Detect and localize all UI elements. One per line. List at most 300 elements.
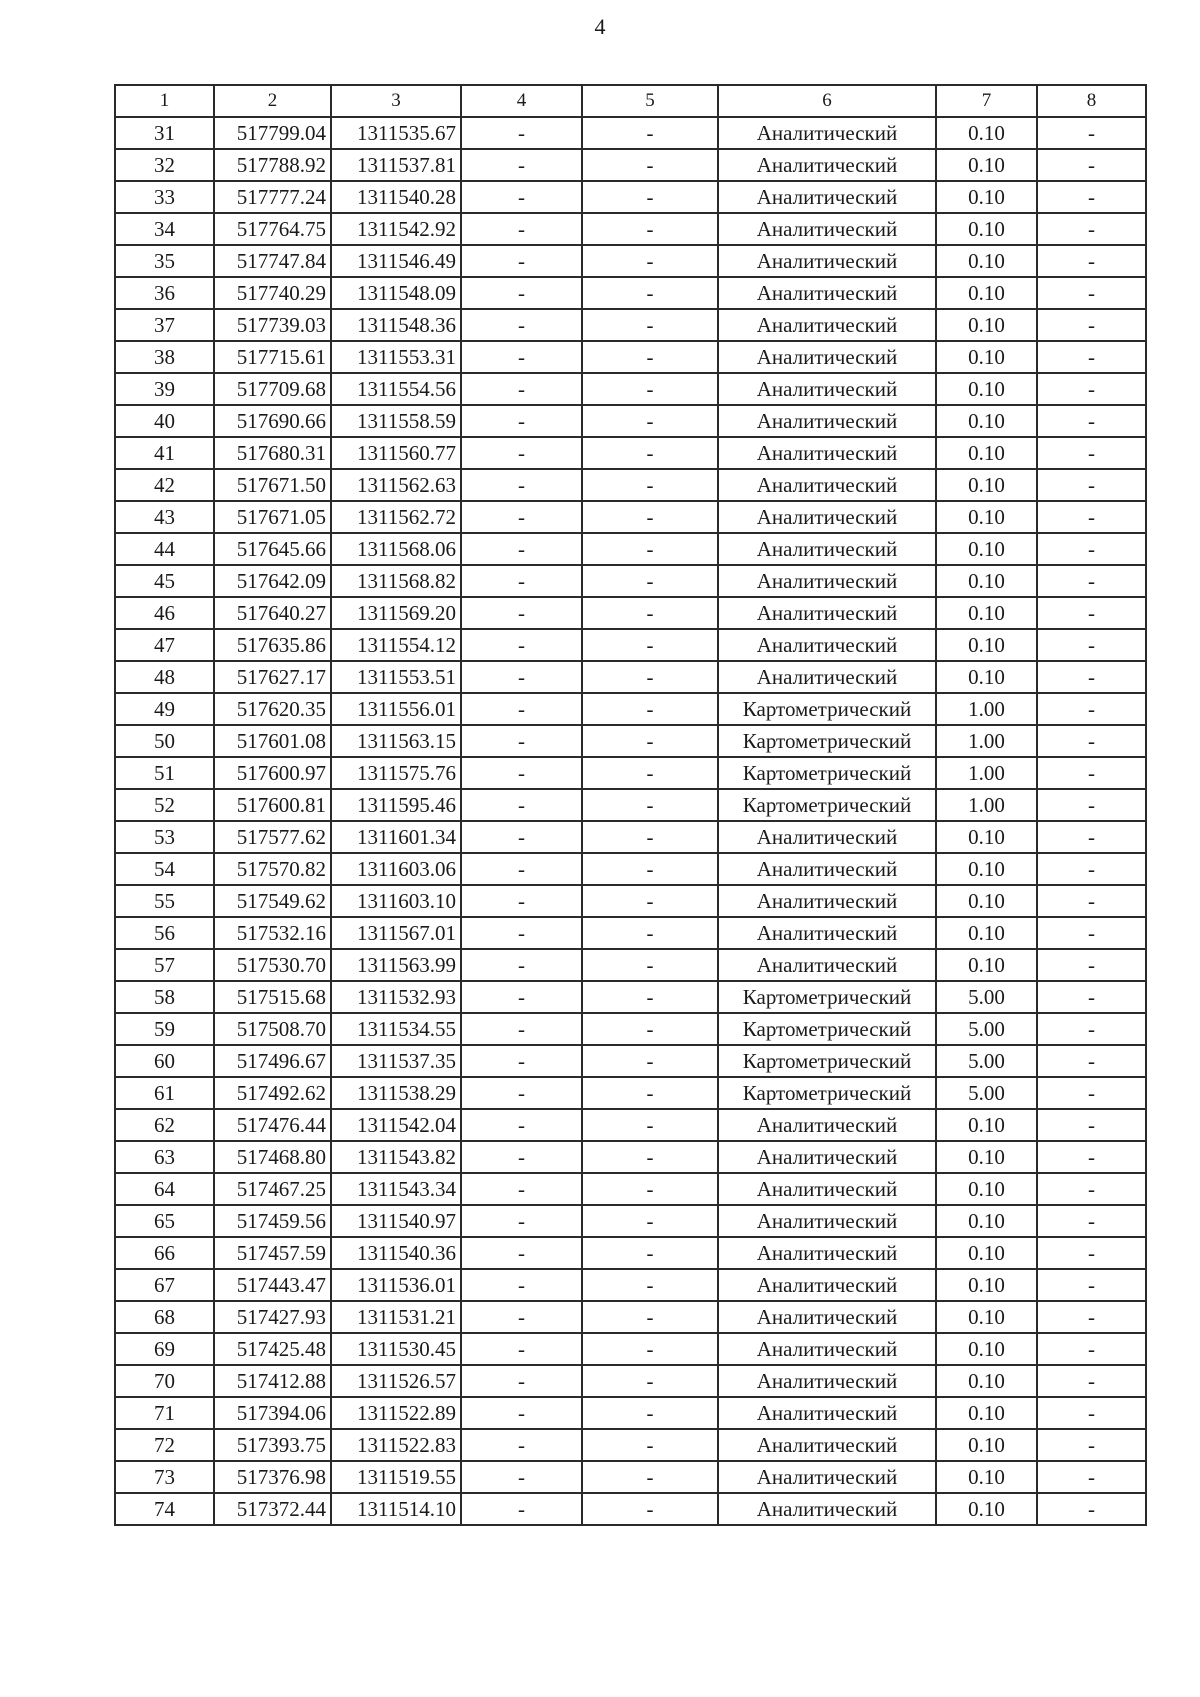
cell-method: Картометрический bbox=[718, 725, 936, 757]
table-row bbox=[115, 917, 1146, 949]
cell-col-8: - bbox=[1037, 501, 1146, 533]
cell-point-number: 49 bbox=[115, 693, 214, 725]
cell-coord-y: 1311540.28 bbox=[331, 181, 461, 213]
cell-accuracy: 0.10 bbox=[936, 1173, 1037, 1205]
cell-point-number: 53 bbox=[115, 821, 214, 853]
cell-method: Картометрический bbox=[718, 693, 936, 725]
table-row bbox=[115, 117, 1146, 149]
table-row bbox=[115, 597, 1146, 629]
column-header-5: 5 bbox=[582, 85, 718, 117]
table-row bbox=[115, 181, 1146, 213]
cell-coord-x: 517671.05 bbox=[214, 501, 331, 533]
cell-accuracy: 0.10 bbox=[936, 1493, 1037, 1525]
cell-coord-x: 517394.06 bbox=[214, 1397, 331, 1429]
table-row bbox=[115, 1365, 1146, 1397]
cell-method: Аналитический bbox=[718, 1429, 936, 1461]
cell-point-number: 45 bbox=[115, 565, 214, 597]
cell-method: Аналитический bbox=[718, 661, 936, 693]
cell-col-4: - bbox=[461, 1365, 582, 1397]
cell-accuracy: 0.10 bbox=[936, 565, 1037, 597]
table-row bbox=[115, 1013, 1146, 1045]
cell-col-5: - bbox=[582, 661, 718, 693]
table-row bbox=[115, 1141, 1146, 1173]
cell-method: Аналитический bbox=[718, 1269, 936, 1301]
cell-col-4: - bbox=[461, 725, 582, 757]
cell-coord-y: 1311562.63 bbox=[331, 469, 461, 501]
cell-point-number: 41 bbox=[115, 437, 214, 469]
cell-coord-y: 1311537.81 bbox=[331, 149, 461, 181]
cell-method: Аналитический bbox=[718, 533, 936, 565]
cell-col-4: - bbox=[461, 757, 582, 789]
table-row bbox=[115, 565, 1146, 597]
cell-coord-y: 1311535.67 bbox=[331, 117, 461, 149]
cell-col-5: - bbox=[582, 1109, 718, 1141]
cell-point-number: 59 bbox=[115, 1013, 214, 1045]
cell-accuracy: 1.00 bbox=[936, 725, 1037, 757]
cell-coord-y: 1311534.55 bbox=[331, 1013, 461, 1045]
cell-coord-x: 517600.97 bbox=[214, 757, 331, 789]
cell-accuracy: 0.10 bbox=[936, 405, 1037, 437]
cell-col-4: - bbox=[461, 501, 582, 533]
cell-col-8: - bbox=[1037, 1205, 1146, 1237]
cell-accuracy: 0.10 bbox=[936, 1269, 1037, 1301]
cell-coord-x: 517645.66 bbox=[214, 533, 331, 565]
cell-col-4: - bbox=[461, 245, 582, 277]
cell-col-8: - bbox=[1037, 1013, 1146, 1045]
cell-col-4: - bbox=[461, 1109, 582, 1141]
cell-col-4: - bbox=[461, 1461, 582, 1493]
table-row bbox=[115, 1301, 1146, 1333]
table-row bbox=[115, 149, 1146, 181]
cell-col-8: - bbox=[1037, 277, 1146, 309]
cell-accuracy: 5.00 bbox=[936, 1013, 1037, 1045]
cell-accuracy: 0.10 bbox=[936, 213, 1037, 245]
cell-col-5: - bbox=[582, 1077, 718, 1109]
cell-col-4: - bbox=[461, 597, 582, 629]
cell-col-8: - bbox=[1037, 693, 1146, 725]
cell-point-number: 48 bbox=[115, 661, 214, 693]
cell-col-8: - bbox=[1037, 1109, 1146, 1141]
cell-coord-y: 1311603.06 bbox=[331, 853, 461, 885]
cell-col-8: - bbox=[1037, 1045, 1146, 1077]
cell-method: Картометрический bbox=[718, 757, 936, 789]
cell-point-number: 57 bbox=[115, 949, 214, 981]
cell-accuracy: 0.10 bbox=[936, 181, 1037, 213]
cell-point-number: 70 bbox=[115, 1365, 214, 1397]
cell-method: Аналитический bbox=[718, 405, 936, 437]
cell-point-number: 72 bbox=[115, 1429, 214, 1461]
column-header-4: 4 bbox=[461, 85, 582, 117]
table-row bbox=[115, 501, 1146, 533]
cell-coord-y: 1311556.01 bbox=[331, 693, 461, 725]
cell-point-number: 46 bbox=[115, 597, 214, 629]
page-number: 4 bbox=[594, 14, 606, 39]
cell-method: Аналитический bbox=[718, 1173, 936, 1205]
cell-col-8: - bbox=[1037, 981, 1146, 1013]
cell-coord-x: 517739.03 bbox=[214, 309, 331, 341]
cell-coord-x: 517740.29 bbox=[214, 277, 331, 309]
cell-col-5: - bbox=[582, 501, 718, 533]
cell-coord-y: 1311522.83 bbox=[331, 1429, 461, 1461]
cell-method: Аналитический bbox=[718, 437, 936, 469]
cell-col-8: - bbox=[1037, 757, 1146, 789]
cell-col-8: - bbox=[1037, 885, 1146, 917]
cell-method: Аналитический bbox=[718, 597, 936, 629]
table-row bbox=[115, 1429, 1146, 1461]
cell-col-8: - bbox=[1037, 597, 1146, 629]
table-row bbox=[115, 629, 1146, 661]
cell-point-number: 40 bbox=[115, 405, 214, 437]
cell-point-number: 56 bbox=[115, 917, 214, 949]
cell-accuracy: 0.10 bbox=[936, 661, 1037, 693]
table-row bbox=[115, 213, 1146, 245]
cell-coord-y: 1311563.99 bbox=[331, 949, 461, 981]
cell-coord-x: 517376.98 bbox=[214, 1461, 331, 1493]
cell-accuracy: 0.10 bbox=[936, 1461, 1037, 1493]
cell-coord-x: 517642.09 bbox=[214, 565, 331, 597]
cell-col-8: - bbox=[1037, 661, 1146, 693]
cell-col-8: - bbox=[1037, 821, 1146, 853]
header-row bbox=[115, 85, 1146, 117]
cell-coord-y: 1311568.82 bbox=[331, 565, 461, 597]
cell-col-4: - bbox=[461, 1269, 582, 1301]
cell-coord-x: 517412.88 bbox=[214, 1365, 331, 1397]
cell-method: Аналитический bbox=[718, 1109, 936, 1141]
cell-col-4: - bbox=[461, 1141, 582, 1173]
cell-col-5: - bbox=[582, 405, 718, 437]
cell-method: Аналитический bbox=[718, 1493, 936, 1525]
cell-coord-x: 517577.62 bbox=[214, 821, 331, 853]
cell-accuracy: 0.10 bbox=[936, 373, 1037, 405]
cell-col-8: - bbox=[1037, 373, 1146, 405]
cell-col-5: - bbox=[582, 1301, 718, 1333]
cell-col-5: - bbox=[582, 981, 718, 1013]
cell-col-8: - bbox=[1037, 437, 1146, 469]
cell-coord-x: 517600.81 bbox=[214, 789, 331, 821]
cell-point-number: 47 bbox=[115, 629, 214, 661]
table-row bbox=[115, 245, 1146, 277]
table-row bbox=[115, 757, 1146, 789]
cell-coord-y: 1311595.46 bbox=[331, 789, 461, 821]
cell-coord-y: 1311568.06 bbox=[331, 533, 461, 565]
cell-coord-y: 1311567.01 bbox=[331, 917, 461, 949]
cell-col-5: - bbox=[582, 309, 718, 341]
cell-col-4: - bbox=[461, 789, 582, 821]
cell-coord-y: 1311526.57 bbox=[331, 1365, 461, 1397]
cell-coord-x: 517570.82 bbox=[214, 853, 331, 885]
cell-col-8: - bbox=[1037, 725, 1146, 757]
cell-point-number: 33 bbox=[115, 181, 214, 213]
cell-col-4: - bbox=[461, 309, 582, 341]
cell-method: Аналитический bbox=[718, 1461, 936, 1493]
coordinates-table bbox=[114, 84, 1147, 1526]
cell-accuracy: 1.00 bbox=[936, 693, 1037, 725]
cell-coord-x: 517508.70 bbox=[214, 1013, 331, 1045]
cell-coord-y: 1311543.82 bbox=[331, 1141, 461, 1173]
column-header-3: 3 bbox=[331, 85, 461, 117]
cell-method: Аналитический bbox=[718, 213, 936, 245]
cell-coord-x: 517709.68 bbox=[214, 373, 331, 405]
cell-col-4: - bbox=[461, 1045, 582, 1077]
cell-col-5: - bbox=[582, 437, 718, 469]
cell-coord-y: 1311540.36 bbox=[331, 1237, 461, 1269]
cell-accuracy: 5.00 bbox=[936, 1045, 1037, 1077]
cell-col-8: - bbox=[1037, 565, 1146, 597]
column-header-8: 8 bbox=[1037, 85, 1146, 117]
cell-col-4: - bbox=[461, 917, 582, 949]
cell-accuracy: 0.10 bbox=[936, 1237, 1037, 1269]
cell-col-4: - bbox=[461, 341, 582, 373]
column-header-2: 2 bbox=[214, 85, 331, 117]
cell-coord-x: 517671.50 bbox=[214, 469, 331, 501]
cell-coord-x: 517393.75 bbox=[214, 1429, 331, 1461]
cell-col-4: - bbox=[461, 149, 582, 181]
cell-coord-y: 1311575.76 bbox=[331, 757, 461, 789]
table-row bbox=[115, 533, 1146, 565]
cell-col-8: - bbox=[1037, 181, 1146, 213]
cell-col-5: - bbox=[582, 1333, 718, 1365]
cell-col-8: - bbox=[1037, 533, 1146, 565]
cell-point-number: 39 bbox=[115, 373, 214, 405]
table-row bbox=[115, 1269, 1146, 1301]
column-header-6: 6 bbox=[718, 85, 936, 117]
cell-point-number: 63 bbox=[115, 1141, 214, 1173]
table-row bbox=[115, 1109, 1146, 1141]
cell-col-5: - bbox=[582, 181, 718, 213]
cell-method: Аналитический bbox=[718, 501, 936, 533]
cell-point-number: 73 bbox=[115, 1461, 214, 1493]
table-row bbox=[115, 821, 1146, 853]
cell-accuracy: 0.10 bbox=[936, 437, 1037, 469]
column-header-1: 1 bbox=[115, 85, 214, 117]
cell-col-8: - bbox=[1037, 245, 1146, 277]
cell-point-number: 42 bbox=[115, 469, 214, 501]
cell-method: Аналитический bbox=[718, 469, 936, 501]
cell-col-8: - bbox=[1037, 853, 1146, 885]
cell-col-8: - bbox=[1037, 341, 1146, 373]
cell-method: Аналитический bbox=[718, 1141, 936, 1173]
cell-coord-x: 517530.70 bbox=[214, 949, 331, 981]
cell-coord-x: 517457.59 bbox=[214, 1237, 331, 1269]
cell-coord-x: 517425.48 bbox=[214, 1333, 331, 1365]
cell-col-5: - bbox=[582, 949, 718, 981]
table-row bbox=[115, 1205, 1146, 1237]
cell-accuracy: 0.10 bbox=[936, 1301, 1037, 1333]
cell-method: Аналитический bbox=[718, 1365, 936, 1397]
cell-point-number: 74 bbox=[115, 1493, 214, 1525]
cell-method: Аналитический bbox=[718, 949, 936, 981]
cell-coord-x: 517427.93 bbox=[214, 1301, 331, 1333]
cell-point-number: 54 bbox=[115, 853, 214, 885]
cell-col-4: - bbox=[461, 1333, 582, 1365]
cell-accuracy: 0.10 bbox=[936, 277, 1037, 309]
cell-coord-x: 517443.47 bbox=[214, 1269, 331, 1301]
cell-coord-x: 517764.75 bbox=[214, 213, 331, 245]
cell-coord-y: 1311522.89 bbox=[331, 1397, 461, 1429]
cell-col-5: - bbox=[582, 597, 718, 629]
cell-col-8: - bbox=[1037, 1077, 1146, 1109]
cell-coord-y: 1311540.97 bbox=[331, 1205, 461, 1237]
cell-accuracy: 0.10 bbox=[936, 117, 1037, 149]
cell-col-4: - bbox=[461, 821, 582, 853]
cell-col-8: - bbox=[1037, 117, 1146, 149]
table-row bbox=[115, 309, 1146, 341]
cell-method: Аналитический bbox=[718, 853, 936, 885]
cell-col-8: - bbox=[1037, 469, 1146, 501]
table-row bbox=[115, 725, 1146, 757]
cell-coord-x: 517788.92 bbox=[214, 149, 331, 181]
cell-point-number: 36 bbox=[115, 277, 214, 309]
cell-col-4: - bbox=[461, 693, 582, 725]
cell-coord-y: 1311532.93 bbox=[331, 981, 461, 1013]
table-row bbox=[115, 853, 1146, 885]
cell-col-4: - bbox=[461, 565, 582, 597]
cell-method: Картометрический bbox=[718, 789, 936, 821]
cell-col-5: - bbox=[582, 1173, 718, 1205]
cell-method: Аналитический bbox=[718, 1397, 936, 1429]
table-row bbox=[115, 1461, 1146, 1493]
table-row bbox=[115, 1173, 1146, 1205]
column-header-7: 7 bbox=[936, 85, 1037, 117]
cell-col-5: - bbox=[582, 1205, 718, 1237]
cell-col-5: - bbox=[582, 533, 718, 565]
cell-coord-x: 517620.35 bbox=[214, 693, 331, 725]
cell-accuracy: 5.00 bbox=[936, 981, 1037, 1013]
cell-coord-x: 517635.86 bbox=[214, 629, 331, 661]
cell-accuracy: 0.10 bbox=[936, 245, 1037, 277]
cell-col-5: - bbox=[582, 1397, 718, 1429]
table-row bbox=[115, 373, 1146, 405]
table-row bbox=[115, 661, 1146, 693]
cell-coord-y: 1311546.49 bbox=[331, 245, 461, 277]
cell-accuracy: 0.10 bbox=[936, 309, 1037, 341]
cell-col-4: - bbox=[461, 405, 582, 437]
cell-method: Аналитический bbox=[718, 885, 936, 917]
cell-coord-x: 517690.66 bbox=[214, 405, 331, 437]
cell-coord-y: 1311603.10 bbox=[331, 885, 461, 917]
cell-method: Картометрический bbox=[718, 1045, 936, 1077]
table-row bbox=[115, 981, 1146, 1013]
cell-point-number: 61 bbox=[115, 1077, 214, 1109]
cell-coord-y: 1311519.55 bbox=[331, 1461, 461, 1493]
cell-col-8: - bbox=[1037, 1397, 1146, 1429]
cell-coord-y: 1311543.34 bbox=[331, 1173, 461, 1205]
cell-accuracy: 0.10 bbox=[936, 597, 1037, 629]
cell-coord-x: 517680.31 bbox=[214, 437, 331, 469]
table-header bbox=[115, 85, 1146, 117]
cell-col-8: - bbox=[1037, 1269, 1146, 1301]
cell-accuracy: 5.00 bbox=[936, 1077, 1037, 1109]
cell-col-5: - bbox=[582, 821, 718, 853]
cell-coord-y: 1311562.72 bbox=[331, 501, 461, 533]
cell-col-5: - bbox=[582, 149, 718, 181]
cell-accuracy: 0.10 bbox=[936, 533, 1037, 565]
cell-col-8: - bbox=[1037, 789, 1146, 821]
cell-col-8: - bbox=[1037, 405, 1146, 437]
cell-col-4: - bbox=[461, 981, 582, 1013]
cell-col-5: - bbox=[582, 341, 718, 373]
table-row bbox=[115, 789, 1146, 821]
cell-col-4: - bbox=[461, 277, 582, 309]
table-row bbox=[115, 1493, 1146, 1525]
cell-coord-x: 517640.27 bbox=[214, 597, 331, 629]
table-row bbox=[115, 1077, 1146, 1109]
cell-point-number: 65 bbox=[115, 1205, 214, 1237]
cell-coord-x: 517459.56 bbox=[214, 1205, 331, 1237]
table-body bbox=[115, 117, 1146, 1525]
cell-col-5: - bbox=[582, 213, 718, 245]
cell-method: Картометрический bbox=[718, 1077, 936, 1109]
cell-point-number: 71 bbox=[115, 1397, 214, 1429]
cell-coord-y: 1311558.59 bbox=[331, 405, 461, 437]
cell-coord-x: 517777.24 bbox=[214, 181, 331, 213]
cell-coord-x: 517372.44 bbox=[214, 1493, 331, 1525]
cell-col-5: - bbox=[582, 789, 718, 821]
cell-coord-x: 517467.25 bbox=[214, 1173, 331, 1205]
cell-coord-x: 517715.61 bbox=[214, 341, 331, 373]
cell-method: Картометрический bbox=[718, 981, 936, 1013]
cell-col-5: - bbox=[582, 629, 718, 661]
cell-coord-x: 517496.67 bbox=[214, 1045, 331, 1077]
cell-coord-y: 1311560.77 bbox=[331, 437, 461, 469]
cell-coord-x: 517492.62 bbox=[214, 1077, 331, 1109]
cell-method: Аналитический bbox=[718, 245, 936, 277]
cell-point-number: 44 bbox=[115, 533, 214, 565]
cell-accuracy: 0.10 bbox=[936, 853, 1037, 885]
cell-col-4: - bbox=[461, 1493, 582, 1525]
cell-coord-y: 1311530.45 bbox=[331, 1333, 461, 1365]
cell-accuracy: 0.10 bbox=[936, 885, 1037, 917]
cell-col-4: - bbox=[461, 1429, 582, 1461]
cell-col-5: - bbox=[582, 1013, 718, 1045]
cell-point-number: 51 bbox=[115, 757, 214, 789]
cell-coord-y: 1311554.12 bbox=[331, 629, 461, 661]
cell-method: Аналитический bbox=[718, 373, 936, 405]
cell-col-5: - bbox=[582, 1045, 718, 1077]
cell-coord-y: 1311548.09 bbox=[331, 277, 461, 309]
cell-coord-y: 1311537.35 bbox=[331, 1045, 461, 1077]
table-row bbox=[115, 437, 1146, 469]
cell-point-number: 38 bbox=[115, 341, 214, 373]
cell-point-number: 37 bbox=[115, 309, 214, 341]
cell-method: Аналитический bbox=[718, 117, 936, 149]
cell-coord-x: 517515.68 bbox=[214, 981, 331, 1013]
cell-col-5: - bbox=[582, 757, 718, 789]
cell-point-number: 60 bbox=[115, 1045, 214, 1077]
table-row bbox=[115, 885, 1146, 917]
cell-col-4: - bbox=[461, 1237, 582, 1269]
cell-method: Аналитический bbox=[718, 821, 936, 853]
cell-col-5: - bbox=[582, 1461, 718, 1493]
cell-col-4: - bbox=[461, 853, 582, 885]
cell-col-8: - bbox=[1037, 149, 1146, 181]
cell-col-4: - bbox=[461, 1397, 582, 1429]
cell-col-5: - bbox=[582, 1141, 718, 1173]
cell-col-8: - bbox=[1037, 1365, 1146, 1397]
table-row bbox=[115, 1045, 1146, 1077]
cell-method: Аналитический bbox=[718, 309, 936, 341]
cell-accuracy: 0.10 bbox=[936, 1397, 1037, 1429]
cell-coord-x: 517532.16 bbox=[214, 917, 331, 949]
cell-point-number: 32 bbox=[115, 149, 214, 181]
cell-coord-y: 1311563.15 bbox=[331, 725, 461, 757]
cell-col-5: - bbox=[582, 853, 718, 885]
cell-coord-x: 517476.44 bbox=[214, 1109, 331, 1141]
cell-accuracy: 0.10 bbox=[936, 1365, 1037, 1397]
cell-coord-y: 1311569.20 bbox=[331, 597, 461, 629]
cell-method: Аналитический bbox=[718, 1301, 936, 1333]
cell-accuracy: 0.10 bbox=[936, 1141, 1037, 1173]
